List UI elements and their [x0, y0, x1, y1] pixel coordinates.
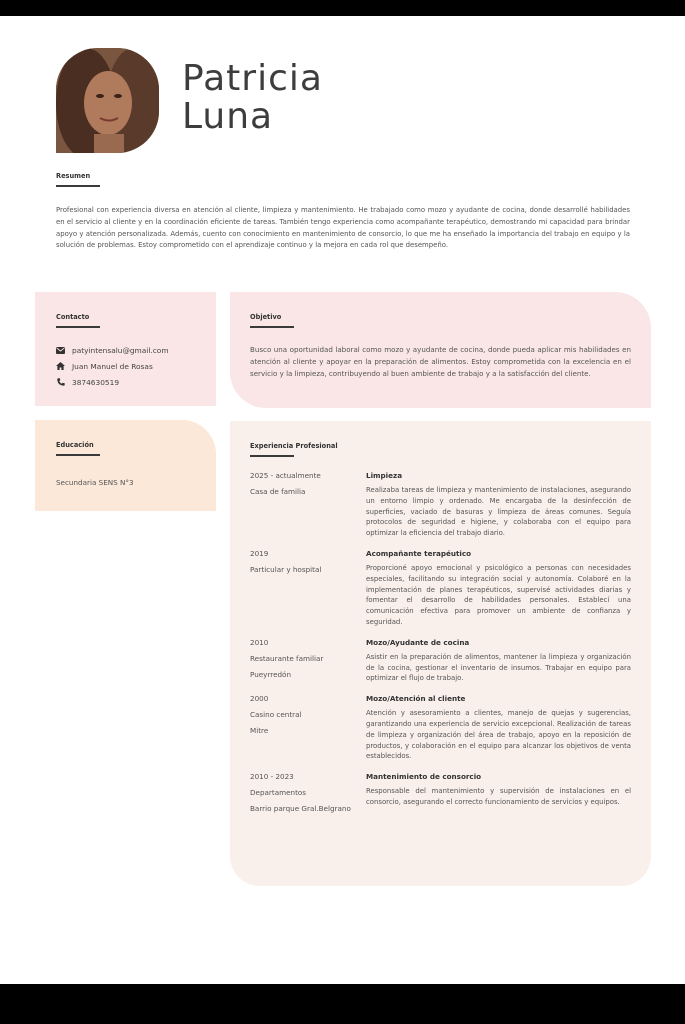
job-description: Atención y asesoramiento a clientes, manejo de quejas y sugerencias, garantizando una experiencia de servicio excepcional. Realización de tareas de limpieza y organización del área de trabajo, apoyo en la reposición de productos, y colaboración en el equipo para alcanzar los objetivos de venta establecidos.: [366, 709, 631, 761]
job-role: Acompañante terapéutico: [366, 548, 472, 558]
objetivo-text: Busco una oportunidad laboral como mozo y ayudante de cocina, donde pueda aplicar mis habilidades en atención al cliente y apoyar en la preparación de alimentos. Estoy comprometida con la excelencia en el servicio y la limpieza, contribuyendo al buen ambiente de trabajo y a la satisfacción del cliente.: [250, 345, 631, 378]
job-body: [366, 692, 631, 762]
experiencia-title: Experiencia Profesional: [250, 442, 338, 450]
job-entry: [250, 636, 631, 684]
job-body: [366, 469, 631, 539]
contact-phone: 3874630519: [72, 377, 120, 387]
resumen-title: Resumen: [56, 172, 91, 180]
job-place: Particular y hospital: [250, 564, 322, 574]
experiencia-rule: [250, 455, 294, 457]
job-entry: [250, 547, 631, 628]
job-body: [366, 770, 631, 818]
experiencia-card: [230, 421, 651, 886]
job-place: Casa de familia: [250, 487, 306, 496]
job-meta: [250, 547, 366, 628]
contact-email-row[interactable]: [56, 342, 216, 358]
contact-address-row: [56, 358, 216, 374]
envelope-icon: [56, 346, 65, 355]
top-black-bar: [0, 0, 685, 16]
job-place: Casino central: [250, 710, 302, 720]
job-date: 2010 - 2023: [250, 772, 294, 782]
home-icon: [56, 362, 65, 371]
contact-list: [56, 342, 216, 390]
phone-icon: [56, 378, 65, 387]
job-description: Proporcioné apoyo emocional y psicológico a personas con necesidades especiales, facilitando su integración social y autonomía. Colaboré en la implementación de planes terapéuticos, supervisé actividades diarias y fomentar el desarrollo de habilidades personales. Establecí una comunicación efectiva para promover un ambiente de confianza y seguridad.: [366, 563, 631, 626]
job-meta: [250, 469, 366, 539]
job-role: Mozo/Atención al cliente: [366, 694, 466, 704]
job-entry: [250, 469, 631, 539]
job-body: [366, 636, 631, 684]
contact-email: patyintensalu@gmail.com: [72, 345, 169, 355]
job-meta: [250, 636, 366, 684]
job-meta: [250, 770, 366, 818]
educacion-item: Secundaria SENS N°3: [56, 478, 134, 487]
job-date: 2025 - actualmente: [250, 471, 321, 480]
job-place: Restaurante familiar: [250, 653, 324, 663]
job-entry: [250, 770, 631, 818]
educacion-card: [35, 420, 216, 511]
contacto-card: [35, 292, 216, 406]
profile-photo: [56, 48, 159, 153]
objetivo-card: [230, 292, 651, 408]
job-description: Responsable del mantenimiento y supervisión de instalaciones en el consorcio, asegurando el correcto funcionamiento de servicios y equipos.: [366, 787, 631, 806]
resumen-rule: [56, 185, 100, 187]
last-name: Luna: [182, 96, 274, 137]
contact-address: Juan Manuel de Rosas: [72, 361, 153, 371]
objetivo-title: Objetivo: [250, 313, 282, 321]
contacto-title: Contacto: [56, 313, 90, 321]
job-date: 2019: [250, 548, 269, 558]
job-meta: [250, 692, 366, 762]
contacto-rule: [56, 326, 100, 328]
bottom-black-bar: [0, 984, 685, 1024]
full-name: [182, 60, 323, 136]
job-list: [250, 469, 631, 818]
job-description: Realizaba tareas de limpieza y mantenimiento de instalaciones, asegurando un entorno limpio y ordenado. Me encargaba de la desinfección de superficies, vaciado de basuras y limpieza de áreas comunes. Seguía protocolos de seguridad e higiene, y colaboraba con el equipo para optimizar la eficiencia del trabajo diario.: [366, 486, 631, 538]
job-role: Mozo/Ayudante de cocina: [366, 637, 470, 647]
first-name: Patricia: [182, 58, 323, 99]
job-place: Departamentos: [250, 788, 307, 798]
resumen-section: [56, 172, 630, 252]
job-entry: [250, 692, 631, 762]
job-role: Mantenimiento de consorcio: [366, 772, 482, 782]
contact-phone-row[interactable]: [56, 374, 216, 390]
job-date: 2000: [250, 694, 269, 704]
job-description: Asistir en la preparación de alimentos, mantener la limpieza y organización de la cocina, gestionar el inventario de insumos. Trabajar en equipo para optimizar el flujo de trabajo.: [366, 652, 631, 683]
job-place-2: Pueyrredón: [250, 669, 292, 679]
job-role: Limpieza: [366, 471, 403, 480]
educacion-rule: [56, 454, 100, 456]
job-place-2: Mitre: [250, 726, 269, 736]
job-body: [366, 547, 631, 628]
objetivo-rule: [250, 326, 294, 328]
job-place-2: Barrio parque Gral.Belgrano: [250, 804, 351, 814]
resumen-text: Profesional con experiencia diversa en atención al cliente, limpieza y mantenimiento. He trabajado como mozo y ayudante de cocina, donde desarrollé habilidades en el servicio al cliente y en la coordinación eficiente de tareas. También tengo experiencia como acompañante terapéutico, demostrando mi capacidad para brindar apoyo y atención personalizada. Además, cuento con conocimiento en mantenimiento de consorcio, lo que me ha enseñado la importancia del trabajo en equipo y la solución de problemas. Estoy comprometido con el aprendizaje continuo y la mejora en cada rol que desempeño.: [56, 206, 630, 250]
job-date: 2010: [250, 637, 269, 647]
educacion-title: Educación: [56, 441, 94, 449]
